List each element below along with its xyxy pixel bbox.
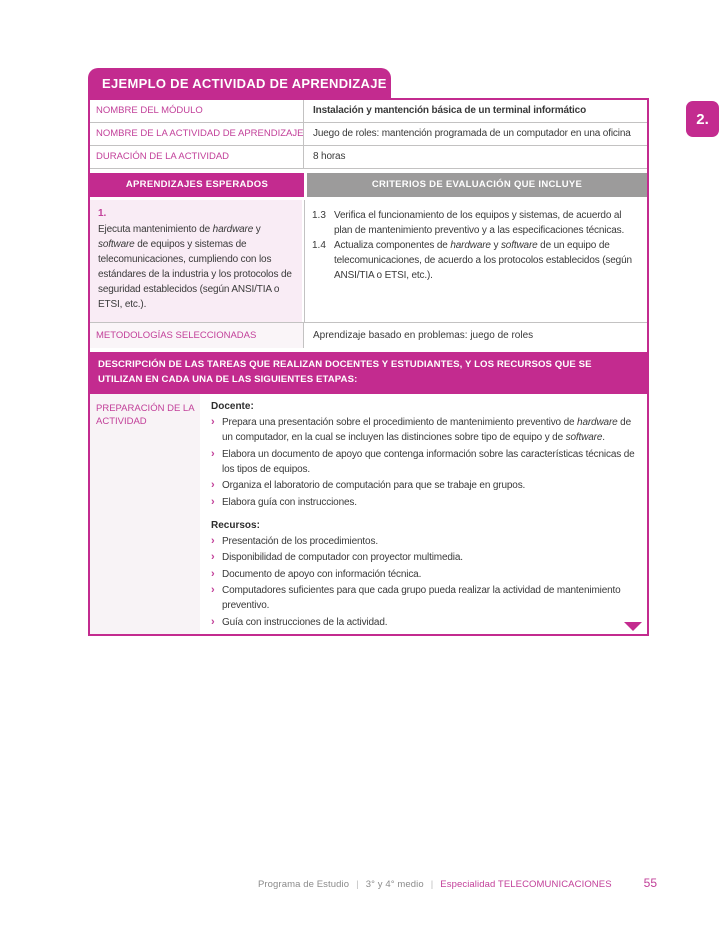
chapter-number-tab xyxy=(686,101,719,137)
row-value: Aprendizaje basado en problemas: juego de roles xyxy=(313,330,534,341)
row-value: 8 horas xyxy=(313,151,346,162)
list-item xyxy=(211,583,635,613)
list-item-text: Organiza el laboratorio de computación para que se trabaje en grupos. xyxy=(222,480,526,491)
column-headers-row xyxy=(90,173,647,197)
tasks-description-banner: DESCRIPCIÓN DE LAS TAREAS QUE REALIZAN DOCENTES Y ESTUDIANTES, Y LOS RECURSOS QUE SE UTILIZAN EN CADA UNA DE LAS SIGUIENTES ETAPAS: xyxy=(90,352,647,394)
evaluation-criteria-header: CRITERIOS DE EVALUACIÓN QUE INCLUYE xyxy=(307,173,647,197)
bullet-icon: › xyxy=(211,584,215,596)
page-footer xyxy=(258,876,657,890)
footer-separator: | xyxy=(430,879,434,890)
list-item xyxy=(211,415,635,445)
evaluation-criteria-cell xyxy=(304,200,647,322)
section-title: EJEMPLO DE ACTIVIDAD DE APRENDIZAJE xyxy=(102,75,387,91)
criterion-text: Verifica el funcionamiento de los equipos y sistemas, de acuerdo al plan de mantenimiento preventivo y a las especificaciones técnicas. xyxy=(334,210,625,236)
bullet-icon: › xyxy=(211,416,215,428)
list-item-text: Presentación de los procedimientos. xyxy=(222,535,378,547)
stage-label: PREPARACIÓN DE LA ACTIVIDAD xyxy=(90,394,200,634)
expected-learning-text: Ejecuta mantenimiento de hardware y software de equipos y sistemas de telecomunicaciones, cumpliendo con los estándares de la industria y los protocolos de seguridad establecidos (según ANSI/TIA o ETSI, etc.). xyxy=(98,224,292,310)
row-label: DURACIÓN DE LA ACTIVIDAD xyxy=(90,146,304,168)
docente-heading: Docente: xyxy=(211,401,254,412)
row-label: METODOLOGÍAS SELECCIONADAS xyxy=(90,323,304,348)
table-row-duration xyxy=(90,146,647,169)
footer-separator: | xyxy=(356,879,359,890)
recursos-list xyxy=(211,534,635,630)
table-row-module-name xyxy=(90,100,647,123)
learning-criteria-row xyxy=(90,200,647,323)
bullet-icon: › xyxy=(211,567,215,580)
stage-content xyxy=(200,394,647,634)
bullet-icon: › xyxy=(211,551,215,563)
expected-learning-header: APRENDIZAJES ESPERADOS xyxy=(90,173,304,197)
criterion-item xyxy=(312,238,642,283)
footer-grade: 3° y 4° medio xyxy=(365,879,424,890)
activity-table xyxy=(88,98,649,636)
bullet-icon: › xyxy=(211,479,215,491)
bullet-icon: › xyxy=(211,615,215,628)
row-label: NOMBRE DE LA ACTIVIDAD DE APRENDIZAJE xyxy=(90,123,304,145)
table-row-methodologies xyxy=(90,323,647,348)
list-item xyxy=(211,567,635,582)
list-item-text: Disponibilidad de computador con proyector multimedia. xyxy=(222,552,463,563)
bullet-icon: › xyxy=(211,495,215,508)
recursos-heading: Recursos: xyxy=(211,519,260,531)
list-item-text: Computadores suficientes para que cada grupo pueda realizar la actividad de mantenimiento preventivo. xyxy=(222,585,621,611)
page-number: 55 xyxy=(643,876,657,890)
row-value: Instalación y mantención básica de un terminal informático xyxy=(313,105,587,116)
chapter-number: 2. xyxy=(696,110,709,128)
list-item xyxy=(211,615,635,630)
footer-program: Programa de Estudio xyxy=(257,879,350,890)
preparation-stage-row xyxy=(90,394,647,634)
criterion-item xyxy=(312,208,642,238)
continuation-arrow-icon xyxy=(624,622,642,631)
criterion-text: Actualiza componentes de hardware y software de un equipo de telecomunicaciones, de acuerdo a los protocolos establecidos (según ANSI/TIA o ETSI, etc.). xyxy=(334,240,632,281)
row-value: Juego de roles: mantención programada de un computador en una oficina xyxy=(313,128,631,139)
bullet-icon: › xyxy=(211,447,215,460)
list-item-text: Elabora guía con instrucciones. xyxy=(222,496,357,508)
list-item-text: Guía con instrucciones de la actividad. xyxy=(222,616,388,628)
list-item xyxy=(211,495,635,510)
list-item-text: Prepara una presentación sobre el procedimiento de mantenimiento preventivo de hardware de un computador, en la cual se incluyen las distinciones sobre tipo de equipo y de software. xyxy=(222,417,631,443)
docente-list xyxy=(211,415,635,510)
list-item-text: Documento de apoyo con información técnica. xyxy=(222,568,422,580)
criterion-number: 1.3 xyxy=(312,210,326,221)
list-item xyxy=(211,447,635,477)
list-item xyxy=(211,534,635,549)
expected-learning-number: 1. xyxy=(98,208,107,219)
criterion-number: 1.4 xyxy=(312,240,326,251)
table-row-activity-name xyxy=(90,123,647,146)
list-item-text: Elabora un documento de apoyo que contenga información sobre las características técnicas de los tipos de equipos. xyxy=(222,448,635,475)
footer-breadcrumb xyxy=(258,879,612,890)
expected-learning-cell xyxy=(90,200,302,322)
section-title-box xyxy=(88,68,391,98)
bullet-icon: › xyxy=(211,534,215,547)
row-label: NOMBRE DEL MÓDULO xyxy=(90,100,304,122)
list-item xyxy=(211,550,635,565)
footer-specialty: Especialidad TELECOMUNICACIONES xyxy=(440,879,612,890)
list-item xyxy=(211,478,635,493)
